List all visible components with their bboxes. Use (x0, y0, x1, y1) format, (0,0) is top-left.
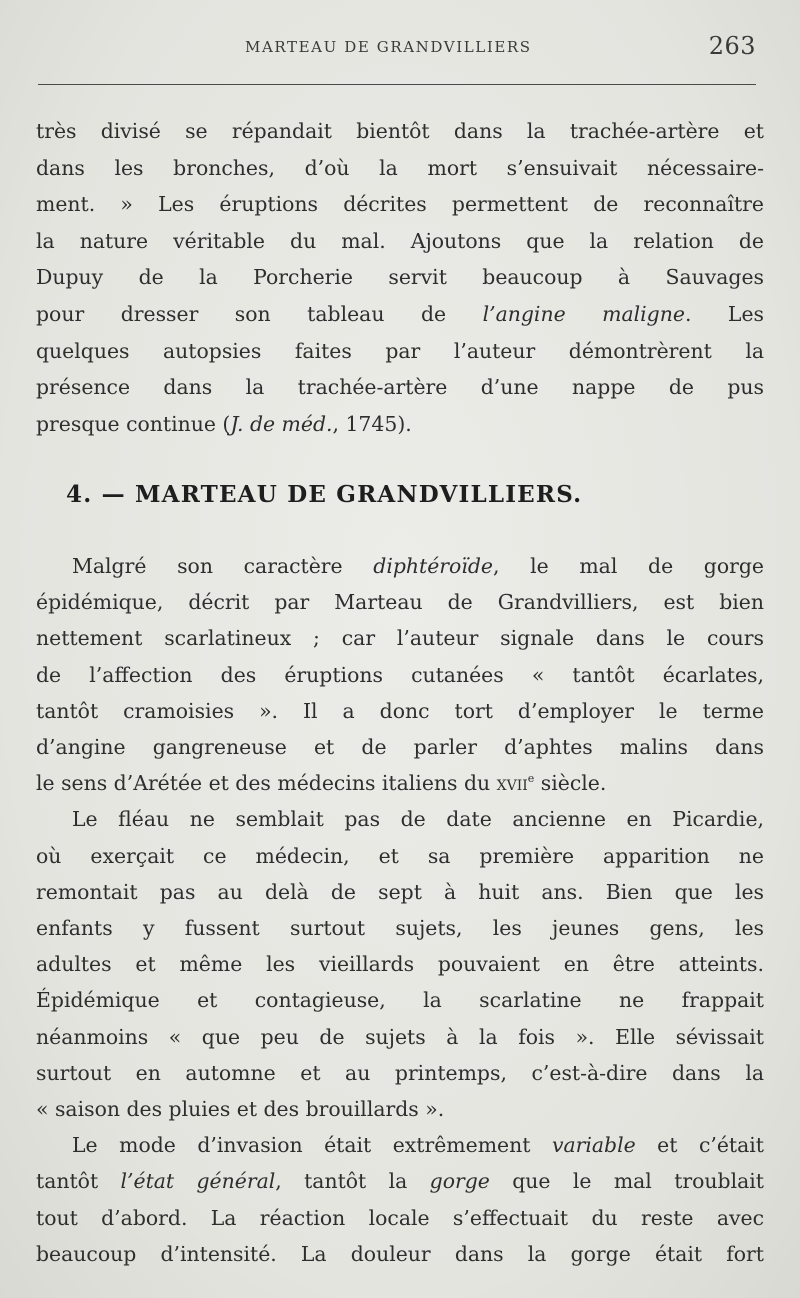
text-line (36, 296, 764, 333)
paragraph (36, 1127, 764, 1272)
text-line: ment. » Les éruptions décrites permettent de reconnaître (36, 192, 764, 217)
text-line: nettement scarlatineux ; car l’auteur signale dans le cours (36, 626, 764, 651)
text-line: très divisé se répandait bientôt dans la trachée-artère et (36, 119, 764, 143)
text-line: adultes et même les vieillards pouvaient en être atteints. (36, 952, 764, 977)
text-line: enfants y fussent surtout sujets, les jeunes gens, les (36, 916, 764, 941)
page-number: 263 (708, 32, 756, 60)
text-line: présence dans la trachée-artère d’une nappe de pus (36, 375, 764, 400)
paragraph-continued (36, 113, 764, 442)
italic-term: l’angine maligne (482, 301, 685, 326)
text-line: quelques autopsies faites par l’auteur démontrèrent la (36, 338, 764, 363)
text-line: la nature véritable du mal. Ajoutons que la relation de (36, 228, 764, 253)
text-run: le sens d’Arétée et des médecins italiens du (36, 771, 497, 796)
italic-term: gorge (429, 1169, 490, 1194)
text-line (36, 406, 764, 443)
text-line: tantôt cramoisies ». Il a donc tort d’employer le terme (36, 698, 764, 723)
paragraph (36, 801, 764, 1127)
text-run: presque continue ( (36, 411, 231, 436)
text-run: tantôt (36, 1169, 121, 1194)
text-run: Malgré son caractère (72, 554, 374, 578)
text-line: Épidémique et contagieuse, la scarlatine ne frappait (36, 988, 764, 1013)
section-heading: 4. — MARTEAU DE GRANDVILLIERS. (66, 481, 583, 508)
header-rule (38, 84, 756, 85)
text-line: de l’affection des éruptions cutanées « tantôt écarlates, (36, 662, 764, 687)
running-title: MARTEAU DE GRANDVILLIERS (245, 38, 532, 56)
text-line: épidémique, décrit par Marteau de Grandvilliers, est bien (36, 590, 764, 615)
paragraph (36, 548, 764, 801)
italic-term: l’état général (120, 1169, 276, 1194)
text-line: d’angine gangreneuse et de parler d’aphtes malins dans (36, 735, 764, 760)
text-line (36, 1163, 764, 1199)
running-head (0, 34, 800, 64)
text-line: tout d’abord. La réaction locale s’effectuait du reste avec (36, 1205, 764, 1230)
text-line: où exerçait ce médecin, et sa première apparition ne (36, 843, 764, 868)
superscript: e (527, 772, 535, 786)
italic-term: variable (551, 1133, 636, 1158)
text-run: siècle. (534, 771, 607, 796)
century-numeral: xvii (496, 771, 528, 796)
text-run: , tantôt la (275, 1169, 430, 1194)
italic-term: diphtéroïde (373, 554, 493, 578)
text-run: pour dresser son tableau de (36, 301, 483, 326)
text-line: beaucoup d’intensité. La douleur dans la gorge était fort (36, 1241, 764, 1266)
text-line: dans les bronches, d’où la mort s’ensuivait nécessaire- (36, 155, 764, 180)
text-line (36, 548, 764, 584)
text-run: , 1745). (332, 411, 412, 436)
text-line (36, 1127, 764, 1163)
text-run: et c’était (635, 1133, 764, 1158)
text-line: néanmoins « que peu de sujets à la fois ». Elle sévissait (36, 1024, 764, 1049)
section-body (36, 548, 764, 1272)
text-line: Le fléau ne semblait pas de date ancienne en Picardie, (72, 807, 764, 832)
text-run: Le mode d’invasion était extrêmement (72, 1133, 552, 1158)
text-run: . Les (684, 301, 764, 326)
italic-citation: J. de méd. (230, 411, 333, 436)
text-run: que le mal troublait (489, 1169, 764, 1194)
text-line: remontait pas au delà de sept à huit ans. Bien que les (36, 879, 764, 904)
text-line: « saison des pluies et des brouillards ». (36, 1097, 445, 1122)
text-line (36, 765, 764, 801)
text-line: Dupuy de la Porcherie servit beaucoup à Sauvages (36, 265, 764, 290)
text-line: surtout en automne et au printemps, c’est-à-dire dans la (36, 1060, 764, 1085)
text-run: , le mal de gorge (492, 554, 765, 578)
